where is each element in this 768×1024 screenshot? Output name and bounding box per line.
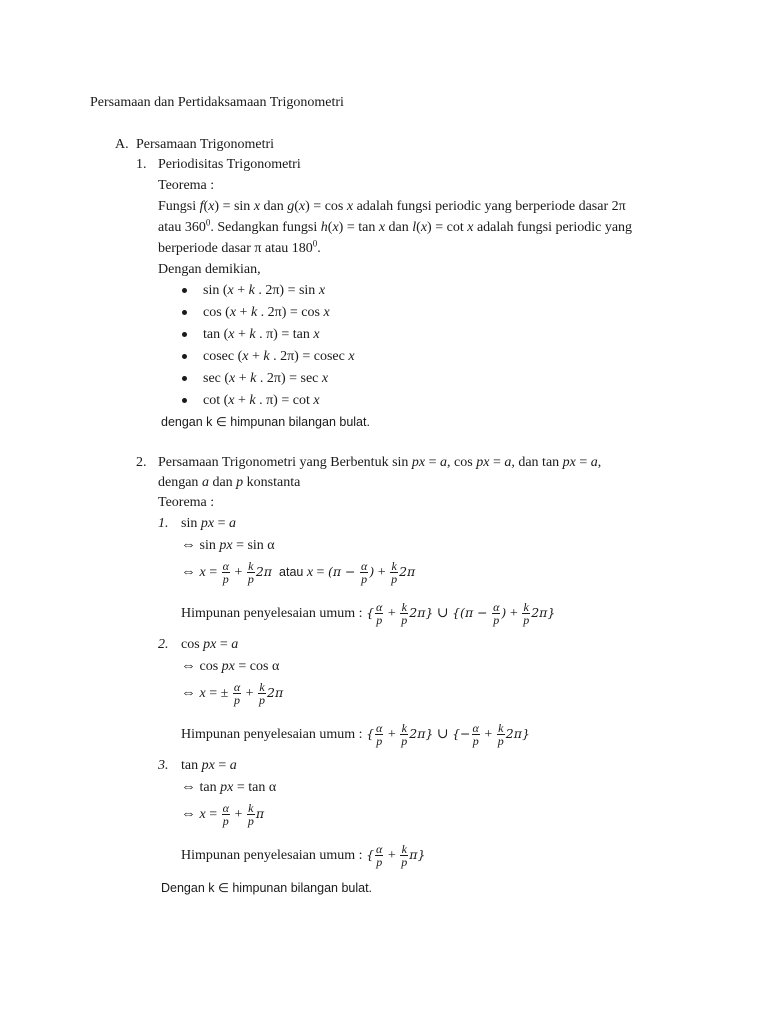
sub1-step1: ⇔ sin px = sin α bbox=[181, 537, 275, 553]
sub3-equation: tan px = a bbox=[181, 758, 237, 773]
item1-theorem-line3: berperiode dasar π atau $180^0$. bbox=[158, 238, 321, 256]
fraction-k-over-p: $\frac{k}{p}$ bbox=[247, 559, 254, 587]
section-a-marker: A. bbox=[115, 137, 129, 152]
fraction-alpha-over-p: $\frac{\alpha}{p}$ bbox=[376, 721, 383, 749]
item1-theorem-line2: atau $360^0$. Sedangkan fungsi h(x) = tan x dan l(x) = cot x adalah fungsi periodic yang bbox=[158, 217, 633, 235]
bullet-dot bbox=[182, 376, 187, 381]
sub2-equation: cos px = a bbox=[181, 637, 239, 652]
bullet-dot bbox=[182, 310, 187, 315]
fraction-alpha-over-p: $\frac{\alpha}{p}$ bbox=[361, 559, 368, 587]
sub1-equation: sin px = a bbox=[181, 516, 236, 531]
sub2-marker: 2. bbox=[158, 637, 169, 652]
fraction-k-over-p: $\frac{k}{p}$ bbox=[497, 721, 504, 749]
item1-theorem-line1: Fungsi f(x) = sin x dan g(x) = cos x adalah fungsi periodic yang berperiode dasar 2π bbox=[158, 199, 626, 214]
fraction-alpha-over-p: $\frac{\alpha}{p}$ bbox=[472, 721, 479, 749]
bullet-dot bbox=[182, 332, 187, 337]
bullet-cot: cot (x + k . π) = cot x bbox=[203, 393, 320, 408]
sub2-solution: Himpunan penyelesaian umum : { $\frac{\alpha}{p}$ + $\frac{k}{p}$ 2π} ∪ {− $\frac{\alpha}{p}$ + $\frac{k}{p}$ 2π} bbox=[181, 721, 530, 749]
bullet-dot bbox=[182, 354, 187, 359]
fraction-k-over-p: $\frac{k}{p}$ bbox=[401, 721, 408, 749]
sub1-solution: Himpunan penyelesaian umum : { $\frac{\alpha}{p}$ + $\frac{k}{p}$ 2π} ∪ {(π − $\frac{\alpha}{p}$ ) + $\frac{k}{p}$ 2π} bbox=[181, 600, 556, 628]
sub3-solution: Himpunan penyelesaian umum : { $\frac{\alpha}{p}$ + $\frac{k}{p}$ π} bbox=[181, 842, 426, 870]
item1-theorem-label: Teorema : bbox=[158, 178, 215, 193]
fraction-alpha-over-p: $\frac{\alpha}{p}$ bbox=[376, 842, 383, 870]
bullet-dot bbox=[182, 288, 187, 293]
item2-theorem-label: Teorema : bbox=[158, 495, 215, 510]
bullet-sin: sin (x + k . 2π) = sin x bbox=[203, 283, 326, 298]
item2-marker: 2. bbox=[136, 455, 147, 470]
fraction-alpha-over-p: $\frac{\alpha}{p}$ bbox=[222, 559, 229, 587]
fraction-k-over-p: $\frac{k}{p}$ bbox=[247, 801, 254, 829]
sub2-step2: ⇔ x = ± $\frac{\alpha}{p}$ + $\frac{k}{p}$ 2π bbox=[181, 680, 284, 708]
fraction-alpha-over-p: $\frac{\alpha}{p}$ bbox=[493, 600, 500, 628]
sub1-step2: ⇔ x = $\frac{\alpha}{p}$ + $\frac{k}{p}$ 2π atau x = (π − $\frac{\alpha}{p}$ ) + $\frac{k}{p}$ 2π bbox=[181, 559, 416, 587]
item1-heading: Periodisitas Trigonometri bbox=[158, 157, 301, 172]
bullet-cos: cos (x + k . 2π) = cos x bbox=[203, 305, 330, 320]
item1-note: dengan k ∈ himpunan bilangan bulat. bbox=[161, 415, 370, 429]
sub2-step1: ⇔ cos px = cos α bbox=[181, 658, 280, 674]
fraction-k-over-p: $\frac{k}{p}$ bbox=[391, 559, 398, 587]
sub3-step1: ⇔ tan px = tan α bbox=[181, 779, 277, 795]
item1-marker: 1. bbox=[136, 157, 147, 172]
fraction-alpha-over-p: $\frac{\alpha}{p}$ bbox=[233, 680, 241, 708]
sub1-marker: 1. bbox=[158, 516, 169, 531]
section-a-heading: Persamaan Trigonometri bbox=[136, 137, 275, 152]
page-title: Persamaan dan Pertidaksamaan Trigonometri bbox=[90, 95, 344, 110]
item2-note: Dengan k ∈ himpunan bilangan bulat. bbox=[161, 881, 373, 895]
bullet-sec: sec (x + k . 2π) = sec x bbox=[203, 371, 329, 386]
fraction-alpha-over-p: $\frac{\alpha}{p}$ bbox=[222, 801, 229, 829]
fraction-k-over-p: $\frac{k}{p}$ bbox=[523, 600, 530, 628]
fraction-k-over-p: $\frac{k}{p}$ bbox=[259, 680, 266, 708]
sub3-marker: 3. bbox=[158, 758, 169, 773]
bullet-dot bbox=[182, 398, 187, 403]
item2-heading-line2: dengan a dan p konstanta bbox=[158, 475, 301, 490]
fraction-alpha-over-p: $\frac{\alpha}{p}$ bbox=[376, 600, 383, 628]
sub3-step2: ⇔ x = $\frac{\alpha}{p}$ + $\frac{k}{p}$ π bbox=[181, 801, 265, 829]
bullet-cosec: cosec (x + k . 2π) = cosec x bbox=[203, 349, 355, 364]
fraction-k-over-p: $\frac{k}{p}$ bbox=[401, 842, 408, 870]
item2-heading: Persamaan Trigonometri yang Berbentuk sin px = a, cos px = a, dan tan px = a, bbox=[158, 455, 602, 470]
bullet-tan: tan (x + k . π) = tan x bbox=[203, 327, 320, 342]
fraction-k-over-p: $\frac{k}{p}$ bbox=[401, 600, 408, 628]
item1-thus: Dengan demikian, bbox=[158, 262, 261, 277]
